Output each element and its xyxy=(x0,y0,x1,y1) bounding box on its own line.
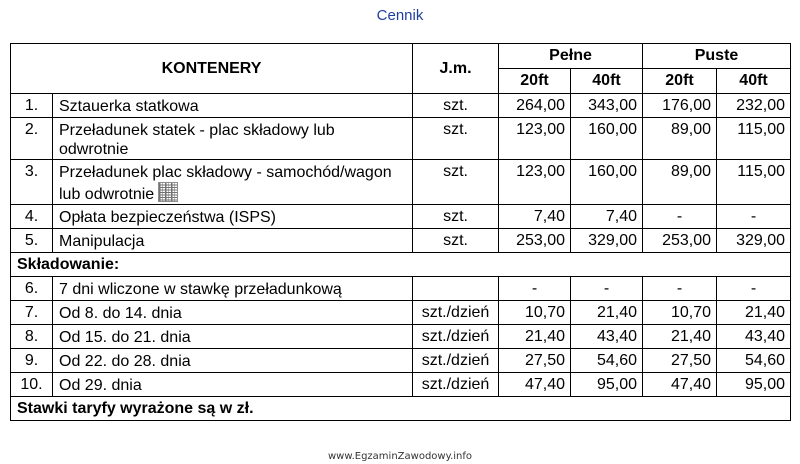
row-unit: szt./dzień xyxy=(413,325,499,349)
full-20ft-value: - xyxy=(499,277,571,301)
price-table xyxy=(10,43,791,421)
row-description: Opłata bezpieczeństwa (ISPS) xyxy=(53,205,413,229)
empty-40ft-value: 95,00 xyxy=(717,373,791,397)
full-20ft-value: 7,40 xyxy=(499,205,571,229)
empty-20ft-value: - xyxy=(643,205,717,229)
header-containers: KONTENERY xyxy=(11,44,413,94)
table-row xyxy=(11,118,791,160)
row-description-cell xyxy=(53,160,413,205)
full-20ft-value: 47,40 xyxy=(499,373,571,397)
empty-40ft-value: 54,60 xyxy=(717,349,791,373)
row-number: 10. xyxy=(11,373,53,397)
full-20ft-value: 10,70 xyxy=(499,301,571,325)
row-number: 2. xyxy=(11,118,53,160)
empty-20ft-value: 89,00 xyxy=(643,118,717,160)
row-number: 8. xyxy=(11,325,53,349)
empty-20ft-value: 47,40 xyxy=(643,373,717,397)
row-description: Przeładunek plac składowy - samochód/wagon lub odwrotnie xyxy=(59,164,392,203)
section-row-storage xyxy=(11,253,791,277)
row-unit: szt. xyxy=(413,205,499,229)
footer-watermark: www.EgzaminZawodowy.info xyxy=(327,451,473,462)
full-20ft-value: 264,00 xyxy=(499,94,571,118)
full-40ft-value: 43,40 xyxy=(571,325,643,349)
empty-20ft-value: 176,00 xyxy=(643,94,717,118)
row-number: 7. xyxy=(11,301,53,325)
row-unit: szt./dzień xyxy=(413,373,499,397)
empty-20ft-value: 10,70 xyxy=(643,301,717,325)
empty-40ft-value: 115,00 xyxy=(717,160,791,205)
empty-40ft-value: 115,00 xyxy=(717,118,791,160)
row-description: 7 dni wliczone w stawkę przeładunkową xyxy=(53,277,413,301)
table-row xyxy=(11,301,791,325)
full-40ft-value: 160,00 xyxy=(571,118,643,160)
currency-note: Stawki taryfy wyrażone są w zł. xyxy=(11,397,791,421)
empty-40ft-value: - xyxy=(717,277,791,301)
full-20ft-value: 123,00 xyxy=(499,118,571,160)
full-40ft-value: 329,00 xyxy=(571,229,643,253)
empty-20ft-value: 27,50 xyxy=(643,349,717,373)
row-unit xyxy=(413,277,499,301)
table-row xyxy=(11,94,791,118)
row-unit: szt./dzień xyxy=(413,301,499,325)
full-20ft-value: 27,50 xyxy=(499,349,571,373)
note-row xyxy=(11,397,791,421)
full-40ft-value: 343,00 xyxy=(571,94,643,118)
empty-40ft-value: - xyxy=(717,205,791,229)
full-20ft-value: 253,00 xyxy=(499,229,571,253)
row-number: 9. xyxy=(11,349,53,373)
row-unit: szt. xyxy=(413,229,499,253)
full-40ft-value: - xyxy=(571,277,643,301)
section-title: Składowanie: xyxy=(11,253,791,277)
row-description: Od 8. do 14. dnia xyxy=(53,301,413,325)
row-number: 4. xyxy=(11,205,53,229)
row-description: Od 22. do 28. dnia xyxy=(53,349,413,373)
header-unit: J.m. xyxy=(413,44,499,94)
header-full-20ft: 20ft xyxy=(499,69,571,94)
full-40ft-value: 95,00 xyxy=(571,373,643,397)
header-empty-20ft: 20ft xyxy=(643,69,717,94)
empty-40ft-value: 21,40 xyxy=(717,301,791,325)
row-description: Od 29. dnia xyxy=(53,373,413,397)
page-title: Cennik xyxy=(376,7,424,24)
row-description: Od 15. do 21. dnia xyxy=(53,325,413,349)
table-row xyxy=(11,373,791,397)
row-description: Przeładunek statek - plac składowy lub odwrotnie xyxy=(53,118,413,160)
header-empty-40ft: 40ft xyxy=(717,69,791,94)
empty-20ft-value: 253,00 xyxy=(643,229,717,253)
empty-40ft-value: 43,40 xyxy=(717,325,791,349)
full-20ft-value: 21,40 xyxy=(499,325,571,349)
table-row xyxy=(11,205,791,229)
header-full-40ft: 40ft xyxy=(571,69,643,94)
row-unit: szt. xyxy=(413,160,499,205)
empty-40ft-value: 232,00 xyxy=(717,94,791,118)
row-number: 3. xyxy=(11,160,53,205)
row-number: 5. xyxy=(11,229,53,253)
row-description: Sztauerka statkowa xyxy=(53,94,413,118)
table-row xyxy=(11,160,791,205)
full-40ft-value: 160,00 xyxy=(571,160,643,205)
header-empty: Puste xyxy=(643,44,791,69)
table-row xyxy=(11,325,791,349)
header-full: Pełne xyxy=(499,44,643,69)
empty-20ft-value: 21,40 xyxy=(643,325,717,349)
row-unit: szt. xyxy=(413,118,499,160)
full-40ft-value: 7,40 xyxy=(571,205,643,229)
full-40ft-value: 54,60 xyxy=(571,349,643,373)
empty-20ft-value: - xyxy=(643,277,717,301)
row-number: 1. xyxy=(11,94,53,118)
empty-20ft-value: 89,00 xyxy=(643,160,717,205)
row-description: Manipulacja xyxy=(53,229,413,253)
full-40ft-value: 21,40 xyxy=(571,301,643,325)
table-row xyxy=(11,277,791,301)
row-unit: szt./dzień xyxy=(413,349,499,373)
qr-code-icon xyxy=(158,182,178,202)
row-number: 6. xyxy=(11,277,53,301)
row-unit: szt. xyxy=(413,94,499,118)
table-row xyxy=(11,349,791,373)
header-row-1 xyxy=(11,44,791,69)
empty-40ft-value: 329,00 xyxy=(717,229,791,253)
full-20ft-value: 123,00 xyxy=(499,160,571,205)
table-row xyxy=(11,229,791,253)
